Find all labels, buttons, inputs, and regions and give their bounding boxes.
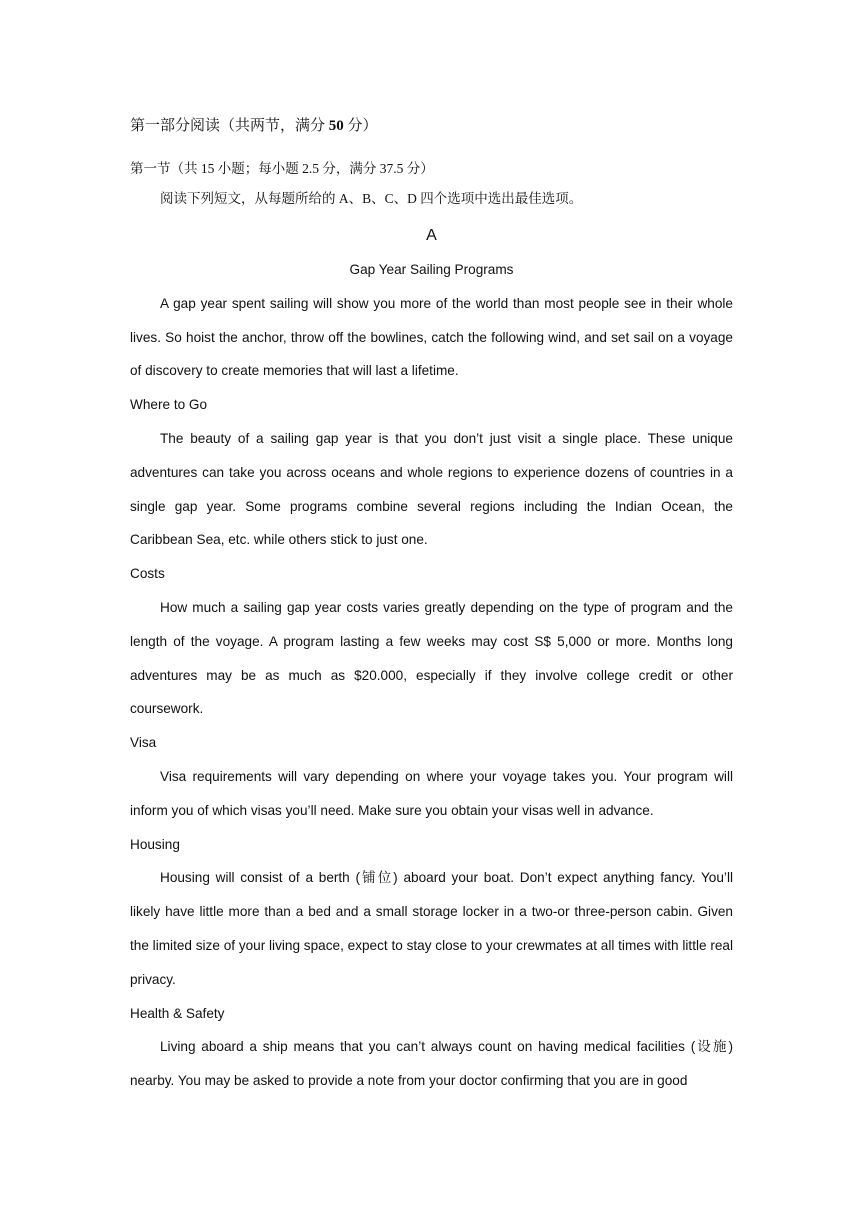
passage-article	[130, 253, 733, 1098]
part-score: 50	[328, 118, 344, 134]
passage-letter: A	[426, 227, 437, 244]
section-heading-visa: Visa	[130, 735, 157, 751]
part-title	[130, 114, 378, 135]
passage-title: Gap Year Sailing Programs	[349, 262, 514, 277]
part-title-text: 第一部分阅读（共两节，满分	[130, 118, 326, 134]
section-body-health-safety: Living aboard a ship means that you can’t always count on having medical facilities (设施) nearby. You may be asked to provide a note from your doctor confirming that you are in good	[130, 1039, 733, 1089]
part-title-end: 分）	[347, 118, 378, 134]
section-heading-housing: Housing	[130, 836, 180, 852]
instructions: 阅读下列短文，从每题所给的 A、B、C、D 四个选项中选出最佳选项。	[160, 191, 583, 206]
section-body-housing: Housing will consist of a berth (铺位) aboard your boat. Don’t expect anything fancy. You’ll likely have little more than a bed and a small storage locker in a two-or three-person cabin. Given the limited size of your living space, expect to stay close to your crewmates at all times with little real privacy.	[130, 870, 733, 987]
section-heading-where-to-go: Where to Go	[130, 397, 208, 413]
section-body-costs: How much a sailing gap year costs varies greatly depending on the type of program and the length of the voyage. A program lasting a few weeks may cost S$ 5,000 or more. Months long adventures may be as much as $20.000, especially if they involve college credit or other coursework.	[130, 599, 733, 717]
section-body-where-to-go: The beauty of a sailing gap year is that you don’t just visit a single place. These unique adventures can take you across oceans and whole regions to experience dozens of countries in a single gap year. Some programs combine several regions including the Indian Ocean, the Caribbean Sea, etc. while others stick to just one.	[130, 430, 733, 548]
section-title: 第一节（共 15 小题；每小题 2.5 分，满分 37.5 分）	[130, 161, 434, 176]
intro-paragraph: A gap year spent sailing will show you more of the world than most people see in their whole lives. So hoist the anchor, throw off the bowlines, catch the following wind, and set sail on a voyage of discovery to create memories that will last a lifetime.	[130, 295, 733, 379]
section-body-visa: Visa requirements will vary depending on where your voyage takes you. Your program will inform you of which visas you’ll need. Make sure you obtain your visas well in advance.	[130, 768, 733, 818]
section-heading-health-safety: Health & Safety	[130, 1005, 225, 1021]
section-heading-costs: Costs	[130, 566, 165, 582]
